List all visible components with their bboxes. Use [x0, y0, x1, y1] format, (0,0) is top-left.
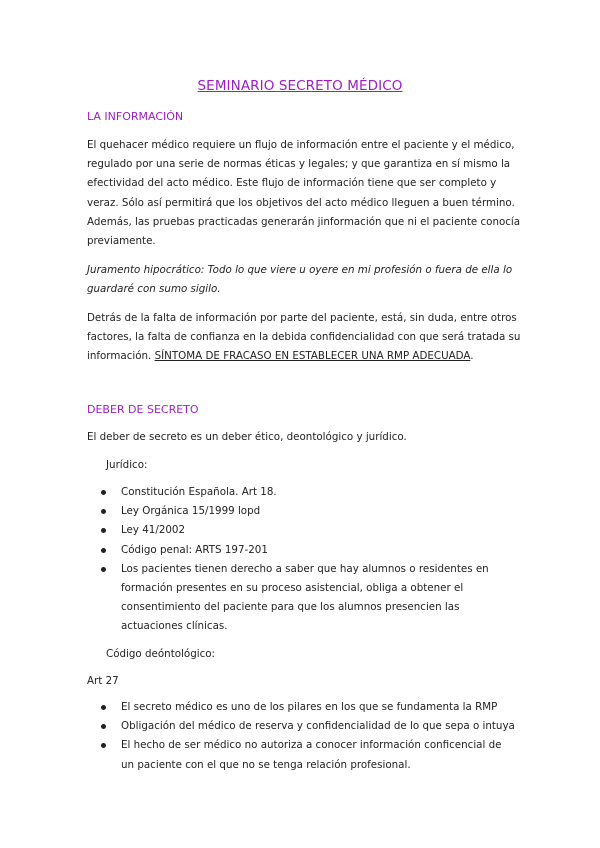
- paragraph-end-period: .: [470, 350, 474, 363]
- page-title: SEMINARIO SECRETO MÉDICO: [197, 78, 403, 94]
- section-heading-informacion: LA INFORMACIÓN: [87, 110, 184, 123]
- list-item: Código penal: ARTS 197-201: [0, 541, 520, 560]
- bullet-icon: [101, 724, 106, 729]
- art-27-label: Art 27: [87, 675, 119, 687]
- list-item: Obligación del médico de reserva y confidencialidad de lo que sepa o intuya: [0, 717, 520, 736]
- paragraph-falta-informacion: [87, 309, 522, 367]
- paragraph-flujo-informacion: El quehacer médico requiere un flujo de información entre el paciente y el médico, regulado por una serie de normas éticas y legales; y que garantiza en sí mismo la efectividad del acto médico. Este flujo de información tiene que ser completo y veraz. Sólo así permitirá que los objetivos del acto médico lleguen a buen término. Además, las pruebas practicadas generarán jinformación que ni el paciente conocía previamente.: [87, 139, 521, 248]
- list-item: Ley Orgánica 15/1999 lopd: [0, 502, 520, 521]
- juridico-list: [0, 483, 520, 637]
- paragraph-falta-informacion-text: Detrás de la falta de información por parte del paciente, está, sin duda, entre otros factores, la falta de confianza en la debida confidencialidad con que será tratada su información.: [87, 312, 521, 363]
- list-item: El hecho de ser médico no autoriza a conocer información conficencial de un paciente con el que no se tenga relación profesional.: [0, 736, 520, 774]
- list-item: Constitución Española. Art 18.: [0, 483, 520, 502]
- bullet-icon: [101, 567, 106, 572]
- sintoma-fracaso-text: SÍNTOMA DE FRACASO EN ESTABLECER UNA RMP ADECUADA: [154, 350, 471, 363]
- juridico-label: Jurídico:: [106, 459, 148, 471]
- bullet-icon: [101, 528, 106, 533]
- paragraph-deber-intro: El deber de secreto es un deber ético, deontológico y jurídico.: [87, 431, 407, 443]
- deontologico-label: Código deóntológico:: [106, 648, 216, 660]
- bullet-icon: [101, 490, 106, 495]
- section-heading-deber-secreto: DEBER DE SECRETO: [87, 403, 199, 416]
- art-27-list: [0, 698, 520, 775]
- bullet-icon: [101, 705, 106, 710]
- list-item: El secreto médico es uno de los pilares en los que se fundamenta la RMP: [0, 698, 520, 717]
- bullet-icon: [101, 743, 106, 748]
- paragraph-juramento: Juramento hipocrático: Todo lo que viere u oyere en mi profesión o fuera de ella lo guardaré con sumo sigilo.: [87, 264, 513, 296]
- bullet-icon: [101, 548, 106, 553]
- list-item: Ley 41/2002: [0, 521, 520, 540]
- list-item: Los pacientes tienen derecho a saber que hay alumnos o residentes en formación presentes en su proceso asistencial, obliga a obtener el consentimiento del paciente para que los alumnos presencien las actuaciones clínicas.: [0, 560, 520, 637]
- bullet-icon: [101, 509, 106, 514]
